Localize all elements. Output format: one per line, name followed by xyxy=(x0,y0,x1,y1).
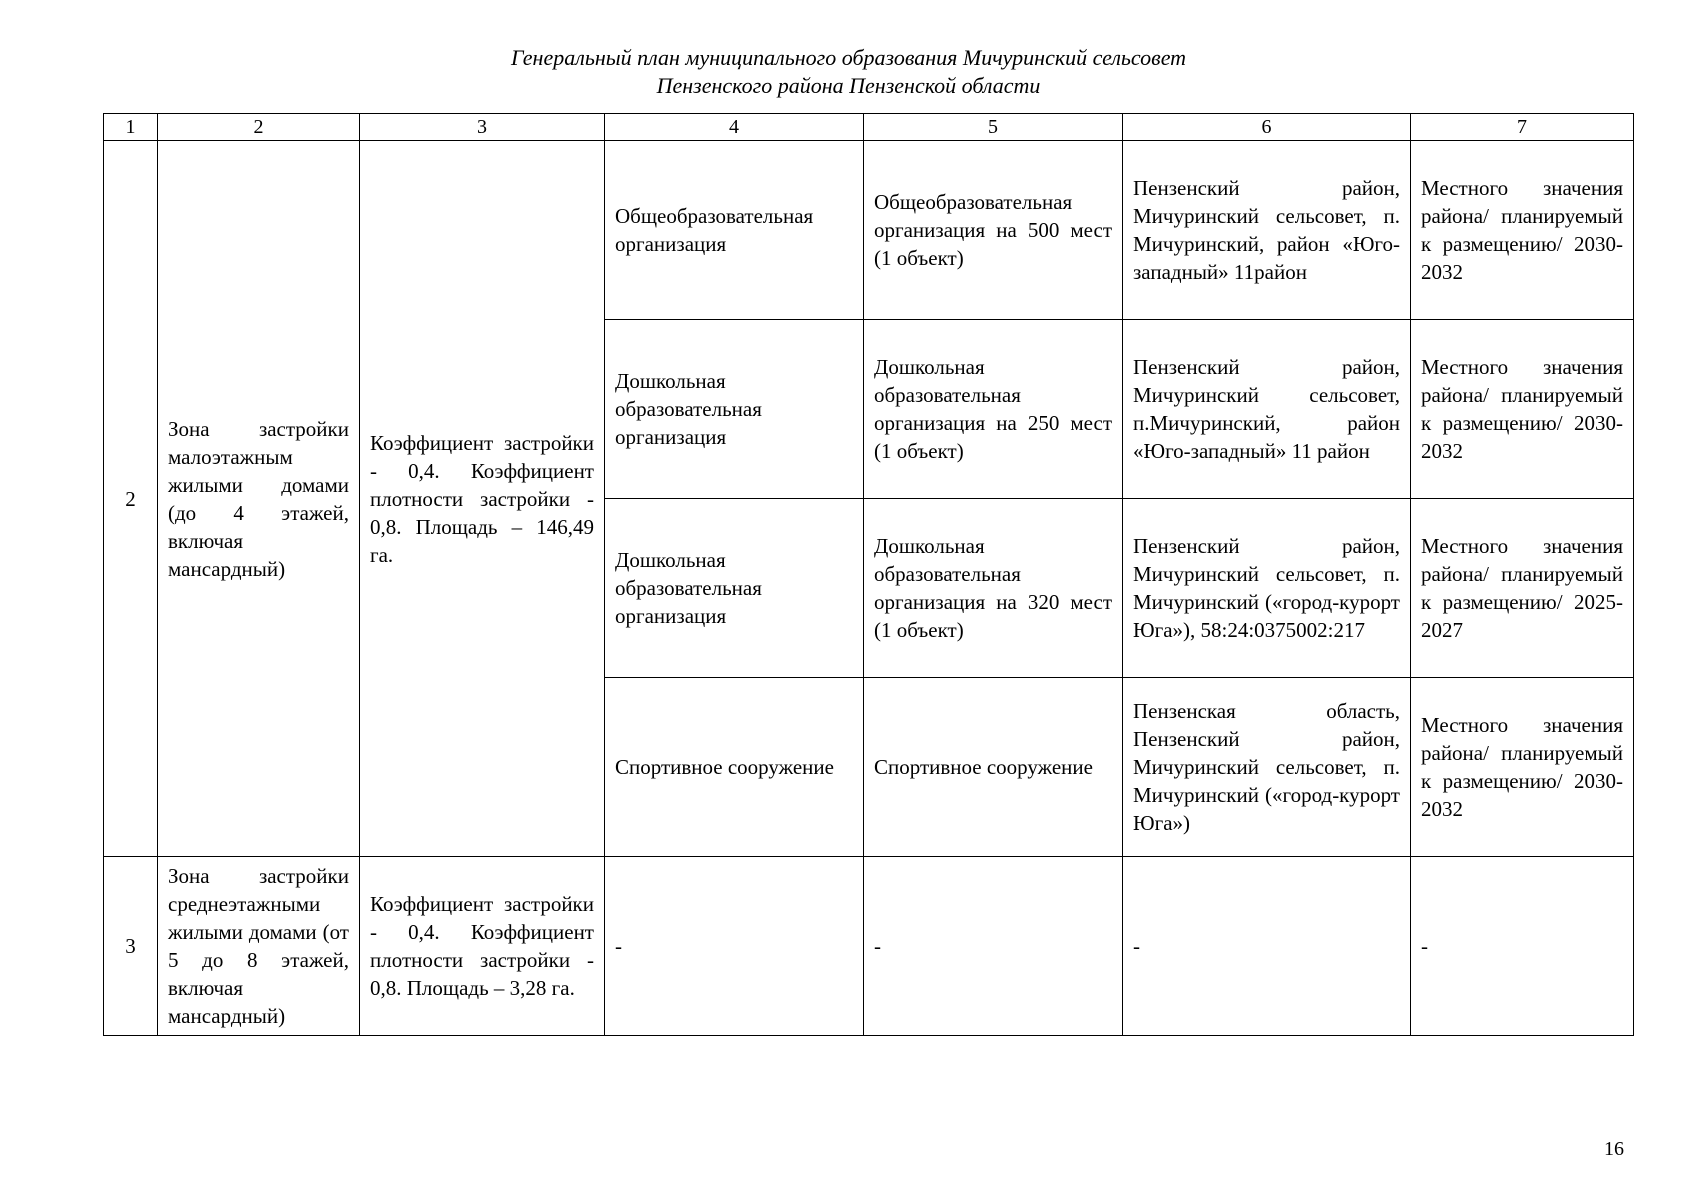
object-type: Дошкольная образовательная организация xyxy=(605,320,864,499)
object-type: Общеобразовательная организация xyxy=(605,141,864,320)
object-description: Общеобразовательная организация на 500 мест (1 объект) xyxy=(864,141,1123,320)
object-type: Дошкольная образовательная организация xyxy=(605,499,864,678)
column-number: 5 xyxy=(864,114,1123,141)
column-number: 1 xyxy=(104,114,158,141)
object-location: Пензенский район, Мичуринский сельсовет, п.Мичуринский, район «Юго-западный» 11 район xyxy=(1123,320,1411,499)
object-status: Местного значения района/ планируемый к размещению/ 2025-2027 xyxy=(1411,499,1634,678)
object-status: Местного значения района/ планируемый к размещению/ 2030-2032 xyxy=(1411,141,1634,320)
object-description: Дошкольная образовательная организация на 320 мест (1 объект) xyxy=(864,499,1123,678)
object-description: Спортивное сооружение xyxy=(864,678,1123,857)
object-type: Спортивное сооружение xyxy=(605,678,864,857)
page-header xyxy=(0,44,1697,100)
table-row xyxy=(104,857,1634,1036)
row-number: 2 xyxy=(104,141,158,857)
object-status: - xyxy=(1411,857,1634,1036)
object-location: Пензенская область, Пензенский район, Мичуринский сельсовет, п. Мичуринский («город-курорт Юга») xyxy=(1123,678,1411,857)
object-status: Местного значения района/ планируемый к размещению/ 2030-2032 xyxy=(1411,320,1634,499)
zone-parameters: Коэффициент застройки - 0,4. Коэффициент плотности застройки - 0,8. Площадь – 146,49 га. xyxy=(360,141,605,857)
object-location: Пензенский район, Мичуринский сельсовет, п. Мичуринский, район «Юго-западный» 11район xyxy=(1123,141,1411,320)
zone-name: Зона застройки малоэтажным жилыми домами (до 4 этажей, включая мансардный) xyxy=(158,141,360,857)
table-row xyxy=(104,141,1634,320)
zone-parameters: Коэффициент застройки - 0,4. Коэффициент плотности застройки - 0,8. Площадь – 3,28 га. xyxy=(360,857,605,1036)
object-description: - xyxy=(864,857,1123,1036)
page-number: 16 xyxy=(1604,1138,1624,1160)
object-location: - xyxy=(1123,857,1411,1036)
header-line-1: Генеральный план муниципального образования Мичуринский сельсовет xyxy=(510,45,1187,70)
column-number: 4 xyxy=(605,114,864,141)
object-location: Пензенский район, Мичуринский сельсовет, п. Мичуринский («город-курорт Юга»), 58:24:0375002:217 xyxy=(1123,499,1411,678)
zone-name: Зона застройки среднеэтажными жилыми домами (от 5 до 8 этажей, включая мансардный) xyxy=(158,857,360,1036)
object-type: - xyxy=(605,857,864,1036)
object-description: Дошкольная образовательная организация на 250 мест (1 объект) xyxy=(864,320,1123,499)
object-status: Местного значения района/ планируемый к размещению/ 2030-2032 xyxy=(1411,678,1634,857)
column-number: 2 xyxy=(158,114,360,141)
column-number: 3 xyxy=(360,114,605,141)
column-number: 6 xyxy=(1123,114,1411,141)
row-number: 3 xyxy=(104,857,158,1036)
column-number-row xyxy=(104,114,1634,141)
column-number: 7 xyxy=(1411,114,1634,141)
header-line-2: Пензенского района Пензенской области xyxy=(656,73,1041,98)
planning-table xyxy=(103,113,1634,1036)
